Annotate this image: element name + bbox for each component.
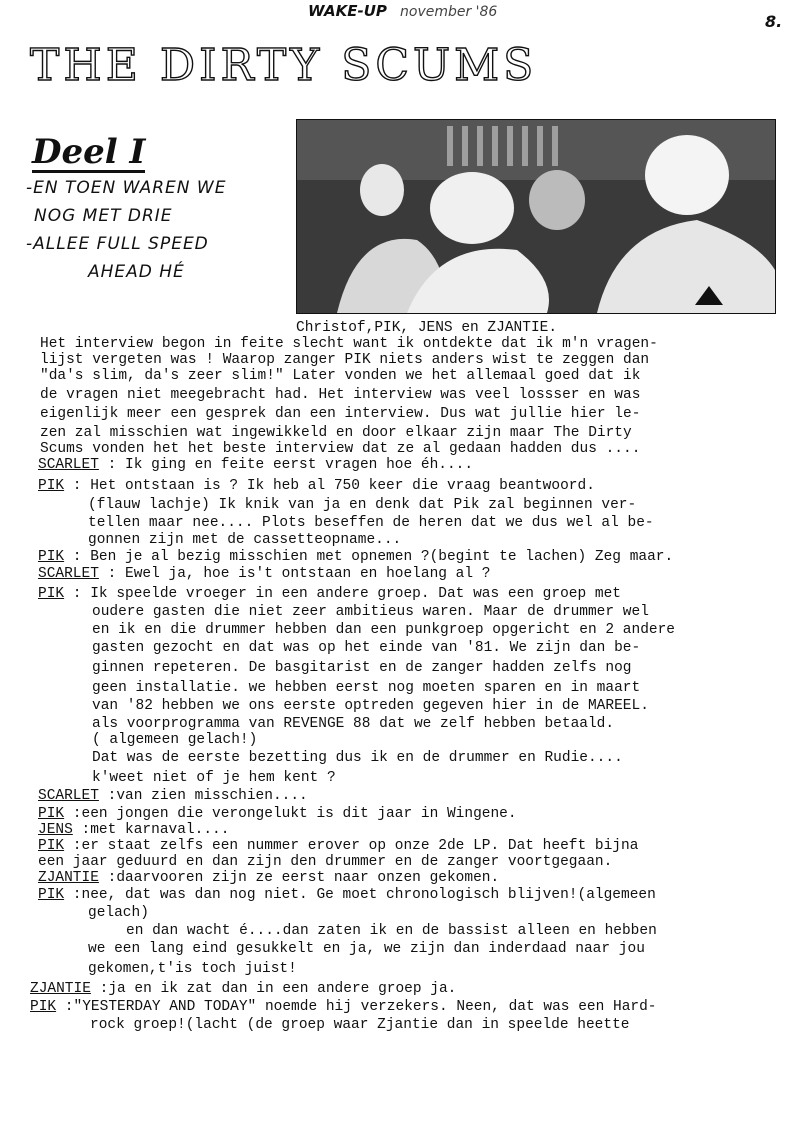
subtitle-line: AHEAD HÉ	[88, 262, 185, 282]
transcript-line	[40, 425, 632, 441]
transcript-line	[40, 352, 649, 368]
line-text: eigenlijk meer een gesprek dan een interview. Dus wat jullie hier le-	[40, 406, 641, 422]
transcript-line	[126, 923, 657, 939]
header-note: WAKE-UP	[308, 2, 387, 20]
transcript-line	[92, 622, 675, 638]
line-text: :nee, dat was dan nog niet. Ge moet chronologisch blijven!(algemeen	[64, 887, 656, 903]
transcript-line	[88, 905, 149, 921]
line-text: geen installatie. we hebben eerst nog moeten sparen en in maart	[92, 680, 641, 696]
transcript-line	[92, 770, 336, 786]
subtitle-line: -EN TOEN WAREN WE	[26, 178, 227, 198]
line-text: : Ben je al bezig misschien met opnemen ?(begint te lachen) Zeg maar.	[64, 549, 674, 565]
line-text: ginnen repeteren. De basgitarist en de zanger hadden zelfs nog	[92, 660, 632, 676]
speaker-name: PIK	[38, 887, 65, 903]
line-text: lijst vergeten was ! Waarop zanger PIK niets anders wist te zeggen dan	[40, 352, 650, 368]
transcript-line	[38, 478, 595, 494]
speaker-name: PIK	[38, 806, 65, 822]
speaker-name: PIK	[38, 586, 65, 602]
speaker-name: ZJANTIE	[30, 981, 91, 997]
transcript-line	[92, 604, 649, 620]
transcript-line	[88, 961, 297, 977]
transcript-line	[40, 387, 640, 403]
line-text: oudere gasten die niet zeer ambitieus waren. Maar de drummer wel	[92, 604, 649, 620]
photo-caption: Christof,PIK, JENS en ZJANTIE.	[296, 320, 558, 336]
speaker-name: PIK	[38, 478, 65, 494]
transcript-line	[38, 870, 499, 886]
line-text: gekomen,t'is toch juist!	[88, 961, 297, 977]
transcript-line	[38, 566, 491, 582]
transcript-line	[88, 941, 645, 957]
line-text: Dat was de eerste bezetting dus ik en de drummer en Rudie....	[92, 750, 623, 766]
transcript-line	[38, 822, 229, 838]
transcript-line	[92, 716, 614, 732]
line-text: :daarvooren zijn ze eerst naar onzen gekomen.	[98, 870, 500, 886]
line-text: : Ik speelde vroeger in een andere groep. Dat was een groep met	[64, 586, 621, 602]
transcript-line	[30, 999, 657, 1015]
transcript-line	[88, 515, 654, 531]
line-text: gasten gezocht en dat was op het einde van '81. We zijn dan be-	[92, 640, 641, 656]
page-number: 8.	[765, 12, 783, 31]
transcript-line	[88, 532, 401, 548]
transcript-line	[92, 660, 632, 676]
speaker-name: ZJANTIE	[38, 870, 99, 886]
line-text: :van zien misschien....	[98, 788, 308, 804]
subtitle-line: NOG MET DRIE	[34, 206, 173, 226]
transcript-line	[88, 497, 636, 513]
transcript-line	[38, 806, 517, 822]
line-text: ( algemeen gelach!)	[92, 732, 258, 748]
transcript-line	[92, 732, 257, 748]
band-photo-image	[297, 120, 775, 313]
header-date: november '86	[400, 4, 498, 20]
subtitle-line: -ALLEE FULL SPEED	[26, 234, 209, 254]
speaker-name: PIK	[38, 838, 65, 854]
transcript-line	[40, 406, 640, 422]
line-text: rock groep!(lacht (de groep waar Zjantie dan in speelde heette	[90, 1017, 630, 1033]
line-text: "da's slim, da's zeer slim!" Later vonden we het allemaal goed dat ik	[40, 368, 641, 384]
transcript-line	[30, 981, 456, 997]
speaker-name: SCARLET	[38, 457, 99, 473]
line-text: :"YESTERDAY AND TODAY" noemde hij verzekers. Neen, dat was een Hard-	[56, 999, 657, 1015]
line-text: en ik en die drummer hebben dan een punkgroep opgericht en 2 andere	[92, 622, 675, 638]
line-text: een jaar geduurd en dan zijn den drummer en de zanger voortgegaan.	[38, 854, 613, 870]
speaker-name: SCARLET	[38, 566, 99, 582]
speaker-name: JENS	[38, 822, 73, 838]
transcript-line	[92, 750, 623, 766]
line-text: :een jongen die verongelukt is dit jaar in Wingene.	[64, 806, 517, 822]
line-text: (flauw lachje) Ik knik van ja en denk dat Pik zal beginnen ver-	[88, 497, 637, 513]
line-text: : Ik ging en feite eerst vragen hoe éh....	[98, 457, 474, 473]
line-text: :er staat zelfs een nummer erover op onze 2de LP. Dat heeft bijna	[64, 838, 639, 854]
transcript-line	[40, 336, 658, 352]
page-title: THE DIRTY SCUMS	[30, 40, 538, 91]
transcript-line	[40, 441, 640, 457]
line-text: :met karnaval....	[72, 822, 230, 838]
line-text: de vragen niet meegebracht had. Het interview was veel lossser en was	[40, 387, 641, 403]
line-text: Scums vonden het het beste interview dat ze al gedaan hadden dus ....	[40, 441, 641, 457]
transcript-line	[38, 887, 656, 903]
speaker-name: SCARLET	[38, 788, 99, 804]
line-text: gelach)	[88, 905, 149, 921]
line-text: : Het ontstaan is ? Ik heb al 750 keer die vraag beantwoord.	[64, 478, 595, 494]
transcript-line	[38, 457, 473, 473]
transcript-line	[38, 586, 621, 602]
line-text: van '82 hebben we ons eerste optreden gegeven hier in de MAREEL.	[92, 698, 649, 714]
line-text: Het interview begon in feite slecht want ik ontdekte dat ik m'n vragen-	[40, 336, 658, 352]
transcript-line	[90, 1017, 630, 1033]
transcript-line	[38, 838, 638, 854]
transcript-line	[92, 698, 649, 714]
line-text: we een lang eind gesukkelt en ja, we zijn dan inderdaad naar jou	[88, 941, 645, 957]
speaker-name: PIK	[38, 549, 65, 565]
line-text: gonnen zijn met de cassetteopname...	[88, 532, 402, 548]
transcript-line	[92, 640, 640, 656]
line-text: zen zal misschien wat ingewikkeld en door elkaar zijn maar The Dirty	[40, 425, 632, 441]
line-text: tellen maar nee.... Plots beseffen de heren dat we dus wel al be-	[88, 515, 654, 531]
band-photo	[296, 119, 776, 314]
line-text: en dan wacht é....dan zaten ik en de bassist alleen en hebben	[126, 923, 657, 939]
transcript-line	[38, 854, 612, 870]
speaker-name: PIK	[30, 999, 57, 1015]
line-text: als voorprogramma van REVENGE 88 dat we zelf hebben betaald.	[92, 716, 615, 732]
line-text: k'weet niet of je hem kent ?	[92, 770, 336, 786]
line-text: : Ewel ja, hoe is't ontstaan en hoelang al ?	[98, 566, 491, 582]
part-heading: Deel I	[32, 132, 146, 172]
transcript-line	[92, 680, 640, 696]
transcript-line	[40, 368, 640, 384]
transcript-line	[38, 549, 673, 565]
transcript-line	[38, 788, 308, 804]
line-text: :ja en ik zat dan in een andere groep ja.	[90, 981, 457, 997]
